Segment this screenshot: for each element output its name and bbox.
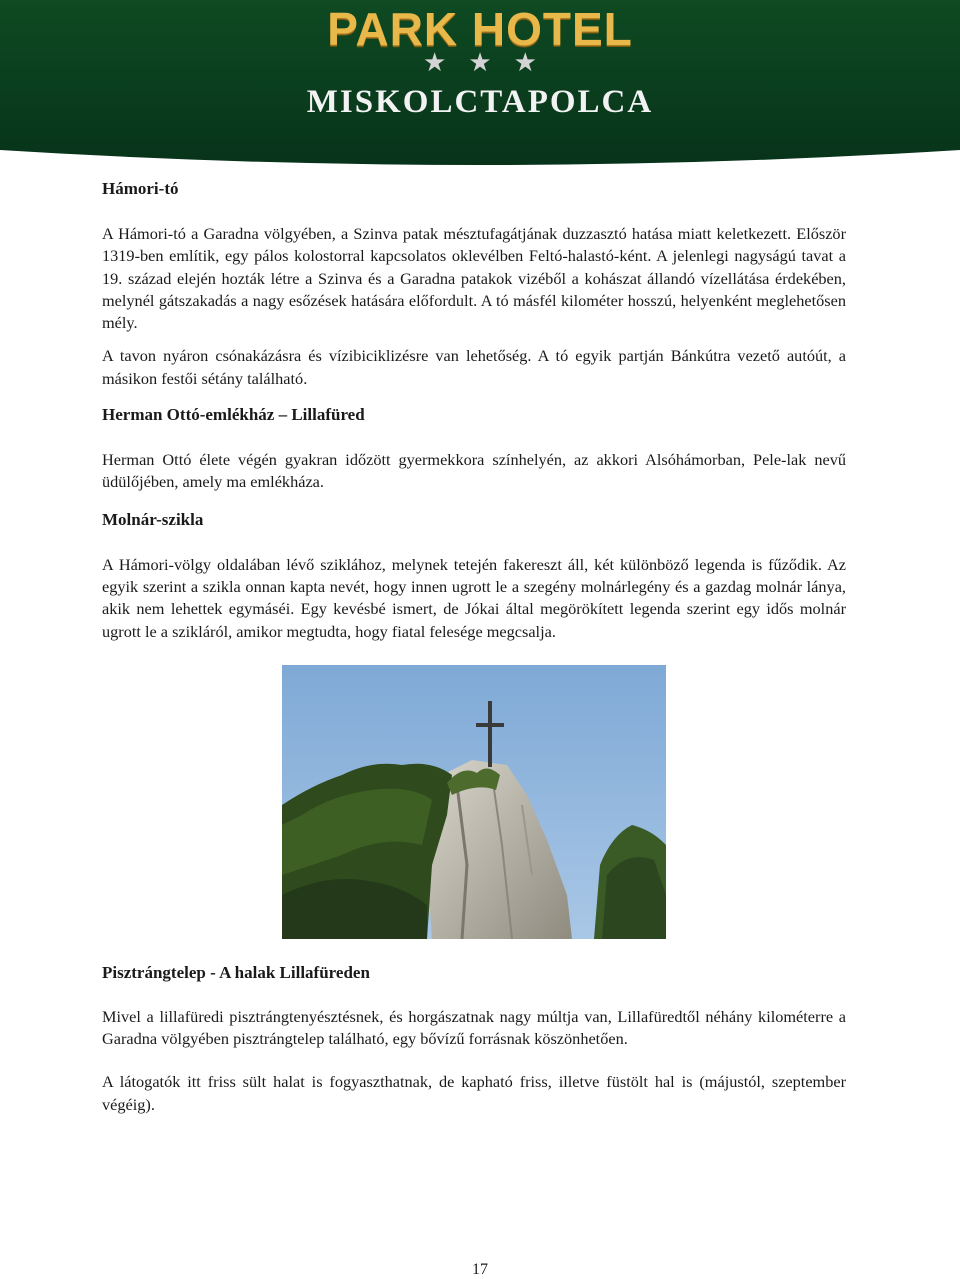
page-number: 17: [472, 1261, 488, 1278]
molnar-szikla-photo: [282, 665, 666, 939]
paragraph-pisztrangtelep-2: A látogatók itt friss sült halat is fogyaszthatnak, de kapható friss, illetve füstölt hal is (májustól, szeptember végéig).: [102, 1072, 846, 1114]
brand-subtitle: MISKOLCTAPOLCA: [306, 84, 654, 120]
paragraph-hamori-to-1: A Hámori-tó a Garadna völgyében, a Szinva patak mésztufagátjának duzzasztó hatása miatt keletkezett. Először 1319-ben említik, egy pálos kolostorral kapcsolatos oklevélben Feltó-halastó-ként. A jelenlegi nagyságú tavat a 19. század elején hozták létre a Szinva és a Garadna patakok vizéből a kohászat állandó vízellátása érdekében, melynél gátszakadás a nagy esőzések hatására előfordult. A tó másfél kilométer hosszú, helyenként meglehetősen mély.: [102, 224, 846, 333]
section-heading-herman-otto: Herman Ottó-emlékház – Lillafüred: [102, 405, 365, 425]
page-content: [102, 178, 846, 1116]
hotel-banner: [0, 0, 960, 172]
paragraph-pisztrangtelep-1: Mivel a lillafüredi pisztrángtenyésztésnek, és horgászatnak nagy múltja van, Lillafüredtől néhány kilométerre a Garadna völgyében pisztrángtelep található, egy bővízű forrásnak köszönhetően.: [102, 1006, 846, 1049]
section-heading-molnar-szikla: Molnár-szikla: [102, 509, 204, 529]
photo-container: [102, 665, 846, 939]
section-heading-hamori-to: Hámori-tó: [102, 179, 179, 198]
paragraph-herman-otto-1: Herman Ottó élete végén gyakran időzött gyermekkora színhelyén, az akkori Alsóhámorban, Pele-lak nevű üdülőjében, amely ma emlékháza.: [102, 450, 846, 492]
brand-title: PARK HOTEL: [327, 3, 633, 55]
paragraph-molnar-szikla-1: A Hámori-völgy oldalában lévő sziklához, melynek tetején fakereszt áll, két különböző legenda is fűződik. Az egyik szerint a szikla onnan kapta nevét, hogy innen ugrott le a szegény molnárlegény és a gazdag molnár lánya, akik nem lehettek egymáséi. Egy kevésbé ismert, de Jókai által megörökített legenda szerint egy idős molnár ugrott le a szikláról, amikor megtudta, hogy fiatal felesége megcsalja.: [102, 554, 846, 641]
rating-stars-icon: ★★★: [423, 48, 559, 78]
section-heading-pisztrangtelep: Pisztrángtelep - A halak Lillafüreden: [102, 962, 370, 982]
paragraph-hamori-to-2: A tavon nyáron csónakázásra és vízibiciklizésre van lehetőség. A tó egyik partján Bánkútra vezető autóút, a másikon festői sétány található.: [102, 346, 846, 388]
